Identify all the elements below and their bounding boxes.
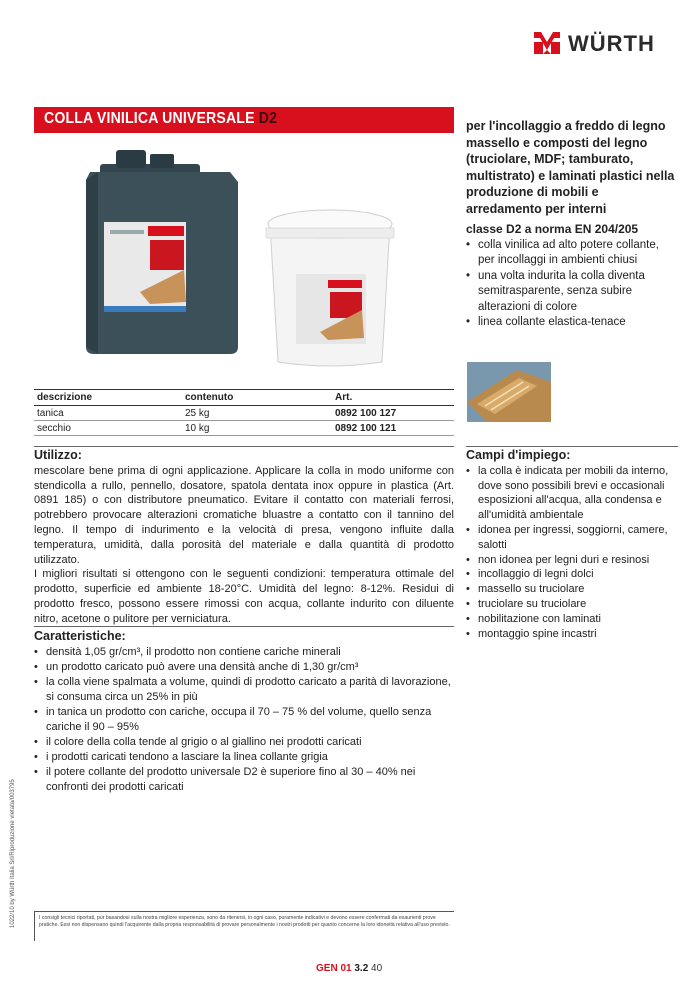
cell-art: 0892 100 127 [332,406,454,421]
cell-art: 0892 100 121 [332,421,454,436]
utilizzo-section [34,448,454,627]
intro-text: per l'incollaggio a freddo di legno massello e composti del legno (truciolare, MDF; tamburato, multistrato) e laminati plastici nella produzione di mobili e arredamento per interni [466,119,675,216]
classe-section [466,222,678,331]
utilizzo-paragraph: I migliori risultati si ottengono con le seguenti condizioni: temperatura ottimale del prodotto, superficie ed ambiente 18-20°C. Umidità del legno: 8-12%. Residui di prodotto fresco, possono essere rimossi con acqua, collante indurito con diluente nitro, acetone o pulitore per verniciatura. [34,568,454,625]
col-header-contenuto: contenuto [182,390,332,406]
page-title [44,110,277,128]
list-item: • massello su truciolare [466,582,678,597]
title-grade: D2 [258,110,278,127]
list-item: • colla vinilica ad alto potere collante, per incollaggi in ambienti chiusi [466,238,678,269]
caratteristiche-heading: Caratteristiche: [34,629,126,643]
brand-logo [532,28,672,62]
list-item: • una volta indurita la colla diventa semitrasparente, senza subire alterazioni di colore [466,269,678,316]
cell-contenuto: 10 kg [182,421,332,436]
glued-wood-sample [467,362,551,422]
brand-name: WÜRTH [568,31,655,56]
classe-heading: classe D2 a norma EN 204/205 [466,222,639,236]
table-row [34,406,454,421]
glue-canister-and-bucket [86,150,394,366]
list-item: • il potere collante del prodotto universale D2 è superiore fino al 30 – 40% nei confronti dei prodotti caricati [34,765,454,795]
campi-heading: Campi d'impiego: [466,448,571,462]
list-item: • montaggio spine incastri [466,627,678,642]
page-section: 3.2 [354,963,369,974]
page-num: 40 [371,963,383,974]
cell-descrizione: tanica [34,406,182,421]
col-header-descrizione: descrizione [34,390,182,406]
page-number [316,963,382,974]
utilizzo-heading: Utilizzo: [34,448,82,462]
caratteristiche-section [34,629,454,795]
list-item: • linea collante elastica-tenace [466,315,678,331]
footnote: I consigli tecnici riportati, pur basandosi sulla nostra migliore esperienza, sono da ritenersi, in ogni caso, puramente indicativi e devono essere confermati da esaurienti prove pratiche. Essi non dispensano quindi l'acquirente dalla propria responsabilità di provare personalmente i nostri prodotti per quanto concerne la loro idoneità relativa all'uso previsto. [34,911,454,941]
list-item: • la colla viene spalmata a volume, quindi di prodotto caricato a parità di lavorazione, si consuma circa un 25% in più [34,675,454,705]
table-row [34,421,454,436]
title-band [34,107,454,133]
divider [34,446,454,447]
list-item: • truciolare su truciolare [466,597,678,612]
divider [466,446,678,447]
list-item: • in tanica un prodotto con cariche, occupa il 70 – 75 % del volume, quello senza cariche il 90 – 95% [34,705,454,735]
list-item: • i prodotti caricati tendono a lasciare la linea collante grigia [34,750,454,765]
spec-table [34,389,454,436]
list-item: • la colla è indicata per mobili da interno, dove sono possibili brevi e occasionali esposizioni all'acqua, alla condensa e all'umidità ambientale [466,464,678,523]
list-item: • il colore della colla tende al grigio o al giallino nei prodotti caricati [34,735,454,750]
list-item: • idonea per ingressi, soggiorni, camere, salotti [466,523,678,553]
list-item: • densità 1,05 gr/cm³, il prodotto non contiene cariche minerali [34,645,454,660]
cell-contenuto: 25 kg [182,406,332,421]
list-item: • un prodotto caricato può avere una densità anche di 1,30 gr/cm³ [34,660,454,675]
side-copyright [10,778,22,928]
cell-descrizione: secchio [34,421,182,436]
title-main: COLLA VINILICA UNIVERSALE [44,110,255,127]
list-item: • nobilitazione con laminati [466,612,678,627]
list-item: • non idonea per legni duri e resinosi [466,553,678,568]
list-item: • incollaggio di legni dolci [466,567,678,582]
campi-section [466,448,678,641]
col-header-art: Art. [332,390,454,406]
table-header-row [34,390,454,406]
product-image [80,142,410,372]
wurth-logo-icon [532,30,562,58]
side-copyright-text: 1022/10 by Würth Italia Srl/Riproduzione vietata/003795 [10,779,16,928]
utilizzo-paragraph: mescolare bene prima di ogni applicazione. Applicare la colla in modo uniforme con stendicolla a rullo, pennello, dosatore, spatola dentata inox oppure in plastica (Art. 0891 185) o con distributore pneumatico. Evitare il contatto con materiali ferrosi, potrebbero provocare alterazioni cromatiche bluastre a contatto con il tannino del legno. Il tempo di indurimento e la velocità di presa, vengono influite dalla temperatura, umidità, dalla porosità del materiale e dalla quantità di prodotto utilizzato. [34,464,454,566]
page-group: GEN 01 [316,963,352,974]
